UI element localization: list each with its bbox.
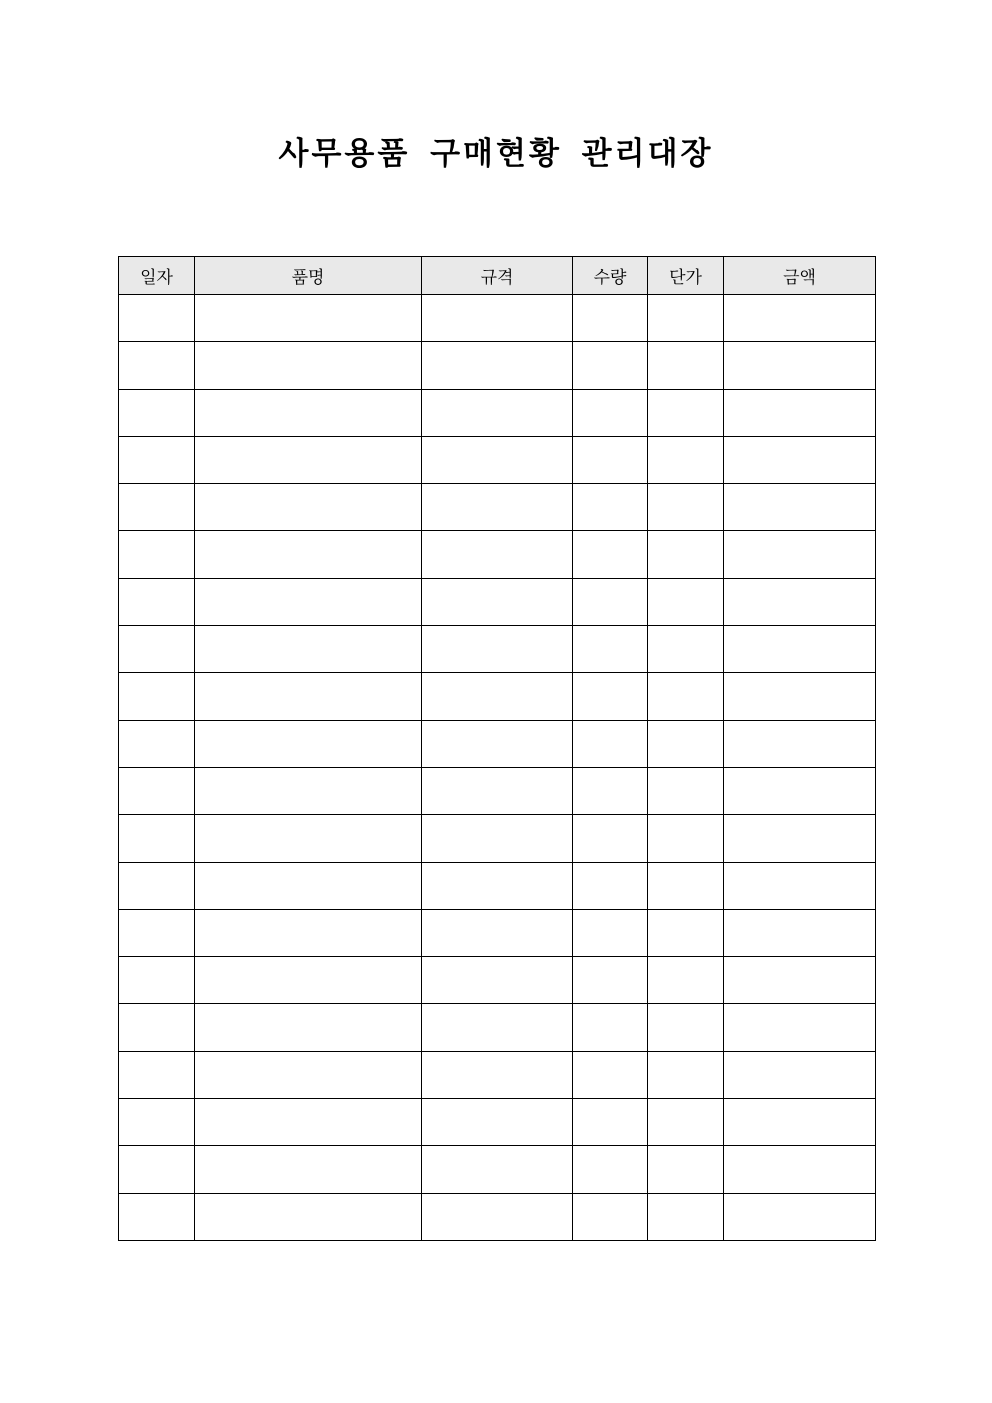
quantity-cell[interactable]	[573, 1099, 648, 1146]
table-row	[119, 1099, 876, 1146]
quantity-cell[interactable]	[573, 389, 648, 436]
date-cell[interactable]	[119, 1146, 195, 1193]
date-cell[interactable]	[119, 389, 195, 436]
item-name-cell[interactable]	[195, 484, 422, 531]
item-name-cell[interactable]	[195, 531, 422, 578]
specification-cell[interactable]	[422, 1051, 573, 1098]
amount-cell[interactable]	[724, 531, 876, 578]
quantity-cell[interactable]	[573, 909, 648, 956]
table-row	[119, 626, 876, 673]
item-name-cell[interactable]	[195, 1146, 422, 1193]
amount-cell[interactable]	[724, 342, 876, 389]
specification-cell[interactable]	[422, 484, 573, 531]
amount-cell[interactable]	[724, 626, 876, 673]
unit-price-cell[interactable]	[648, 1099, 724, 1146]
date-cell[interactable]	[119, 1004, 195, 1051]
table-row	[119, 957, 876, 1004]
amount-cell[interactable]	[724, 1004, 876, 1051]
purchase-ledger-table	[118, 256, 876, 1241]
specification-cell[interactable]	[422, 578, 573, 625]
unit-price-cell[interactable]	[648, 436, 724, 483]
date-cell[interactable]	[119, 484, 195, 531]
column-header-date: 일자	[119, 257, 195, 295]
item-name-cell[interactable]	[195, 626, 422, 673]
item-name-cell[interactable]	[195, 578, 422, 625]
unit-price-cell[interactable]	[648, 342, 724, 389]
amount-cell[interactable]	[724, 1051, 876, 1098]
table-row	[119, 531, 876, 578]
amount-cell[interactable]	[724, 436, 876, 483]
unit-price-cell[interactable]	[648, 1193, 724, 1240]
table-row	[119, 767, 876, 814]
amount-cell[interactable]	[724, 673, 876, 720]
table-row	[119, 673, 876, 720]
specification-cell[interactable]	[422, 673, 573, 720]
date-cell[interactable]	[119, 815, 195, 862]
quantity-cell[interactable]	[573, 1146, 648, 1193]
amount-cell[interactable]	[724, 815, 876, 862]
unit-price-cell[interactable]	[648, 531, 724, 578]
date-cell[interactable]	[119, 578, 195, 625]
unit-price-cell[interactable]	[648, 578, 724, 625]
quantity-cell[interactable]	[573, 957, 648, 1004]
amount-cell[interactable]	[724, 578, 876, 625]
specification-cell[interactable]	[422, 436, 573, 483]
quantity-cell[interactable]	[573, 484, 648, 531]
unit-price-cell[interactable]	[648, 1051, 724, 1098]
amount-cell[interactable]	[724, 1099, 876, 1146]
item-name-cell[interactable]	[195, 909, 422, 956]
unit-price-cell[interactable]	[648, 484, 724, 531]
unit-price-cell[interactable]	[648, 862, 724, 909]
item-name-cell[interactable]	[195, 767, 422, 814]
unit-price-cell[interactable]	[648, 957, 724, 1004]
table-row	[119, 815, 876, 862]
table-row	[119, 295, 876, 342]
specification-cell[interactable]	[422, 720, 573, 767]
table-body	[119, 295, 876, 1241]
column-header-item-name: 품명	[195, 257, 422, 295]
date-cell[interactable]	[119, 436, 195, 483]
specification-cell[interactable]	[422, 531, 573, 578]
quantity-cell[interactable]	[573, 1004, 648, 1051]
specification-cell[interactable]	[422, 1004, 573, 1051]
table-row	[119, 1051, 876, 1098]
specification-cell[interactable]	[422, 862, 573, 909]
table-row	[119, 436, 876, 483]
table-row	[119, 389, 876, 436]
table-row	[119, 720, 876, 767]
date-cell[interactable]	[119, 295, 195, 342]
table-row	[119, 578, 876, 625]
item-name-cell[interactable]	[195, 1051, 422, 1098]
specification-cell[interactable]	[422, 626, 573, 673]
unit-price-cell[interactable]	[648, 295, 724, 342]
item-name-cell[interactable]	[195, 1099, 422, 1146]
specification-cell[interactable]	[422, 815, 573, 862]
unit-price-cell[interactable]	[648, 815, 724, 862]
item-name-cell[interactable]	[195, 720, 422, 767]
table-row	[119, 1146, 876, 1193]
item-name-cell[interactable]	[195, 436, 422, 483]
item-name-cell[interactable]	[195, 342, 422, 389]
date-cell[interactable]	[119, 1193, 195, 1240]
table-row	[119, 484, 876, 531]
quantity-cell[interactable]	[573, 1051, 648, 1098]
item-name-cell[interactable]	[195, 815, 422, 862]
item-name-cell[interactable]	[195, 295, 422, 342]
unit-price-cell[interactable]	[648, 626, 724, 673]
date-cell[interactable]	[119, 1099, 195, 1146]
specification-cell[interactable]	[422, 342, 573, 389]
quantity-cell[interactable]	[573, 295, 648, 342]
date-cell[interactable]	[119, 342, 195, 389]
column-header-quantity: 수량	[573, 257, 648, 295]
table-row	[119, 862, 876, 909]
amount-cell[interactable]	[724, 862, 876, 909]
unit-price-cell[interactable]	[648, 389, 724, 436]
unit-price-cell[interactable]	[648, 673, 724, 720]
specification-cell[interactable]	[422, 1099, 573, 1146]
column-header-unit-price: 단가	[648, 257, 724, 295]
table-header-row	[119, 257, 876, 295]
quantity-cell[interactable]	[573, 720, 648, 767]
item-name-cell[interactable]	[195, 673, 422, 720]
specification-cell[interactable]	[422, 1193, 573, 1240]
amount-cell[interactable]	[724, 295, 876, 342]
date-cell[interactable]	[119, 862, 195, 909]
unit-price-cell[interactable]	[648, 909, 724, 956]
specification-cell[interactable]	[422, 389, 573, 436]
date-cell[interactable]	[119, 1051, 195, 1098]
amount-cell[interactable]	[724, 484, 876, 531]
quantity-cell[interactable]	[573, 626, 648, 673]
document-title: 사무용품 구매현황 관리대장	[278, 136, 714, 172]
date-cell[interactable]	[119, 767, 195, 814]
date-cell[interactable]	[119, 720, 195, 767]
amount-cell[interactable]	[724, 1193, 876, 1240]
amount-cell[interactable]	[724, 1146, 876, 1193]
specification-cell[interactable]	[422, 957, 573, 1004]
amount-cell[interactable]	[724, 767, 876, 814]
quantity-cell[interactable]	[573, 862, 648, 909]
specification-cell[interactable]	[422, 767, 573, 814]
quantity-cell[interactable]	[573, 767, 648, 814]
table-row	[119, 342, 876, 389]
amount-cell[interactable]	[724, 389, 876, 436]
unit-price-cell[interactable]	[648, 720, 724, 767]
item-name-cell[interactable]	[195, 389, 422, 436]
column-header-specification: 규격	[422, 257, 573, 295]
unit-price-cell[interactable]	[648, 767, 724, 814]
table-row	[119, 909, 876, 956]
amount-cell[interactable]	[724, 957, 876, 1004]
quantity-cell[interactable]	[573, 673, 648, 720]
quantity-cell[interactable]	[573, 531, 648, 578]
quantity-cell[interactable]	[573, 436, 648, 483]
date-cell[interactable]	[119, 626, 195, 673]
quantity-cell[interactable]	[573, 815, 648, 862]
date-cell[interactable]	[119, 531, 195, 578]
date-cell[interactable]	[119, 909, 195, 956]
table-row	[119, 1193, 876, 1240]
unit-price-cell[interactable]	[648, 1004, 724, 1051]
date-cell[interactable]	[119, 957, 195, 1004]
column-header-amount: 금액	[724, 257, 876, 295]
specification-cell[interactable]	[422, 1146, 573, 1193]
unit-price-cell[interactable]	[648, 1146, 724, 1193]
quantity-cell[interactable]	[573, 1193, 648, 1240]
amount-cell[interactable]	[724, 909, 876, 956]
item-name-cell[interactable]	[195, 1004, 422, 1051]
quantity-cell[interactable]	[573, 578, 648, 625]
item-name-cell[interactable]	[195, 957, 422, 1004]
specification-cell[interactable]	[422, 295, 573, 342]
quantity-cell[interactable]	[573, 342, 648, 389]
amount-cell[interactable]	[724, 720, 876, 767]
item-name-cell[interactable]	[195, 862, 422, 909]
item-name-cell[interactable]	[195, 1193, 422, 1240]
date-cell[interactable]	[119, 673, 195, 720]
table-row	[119, 1004, 876, 1051]
specification-cell[interactable]	[422, 909, 573, 956]
